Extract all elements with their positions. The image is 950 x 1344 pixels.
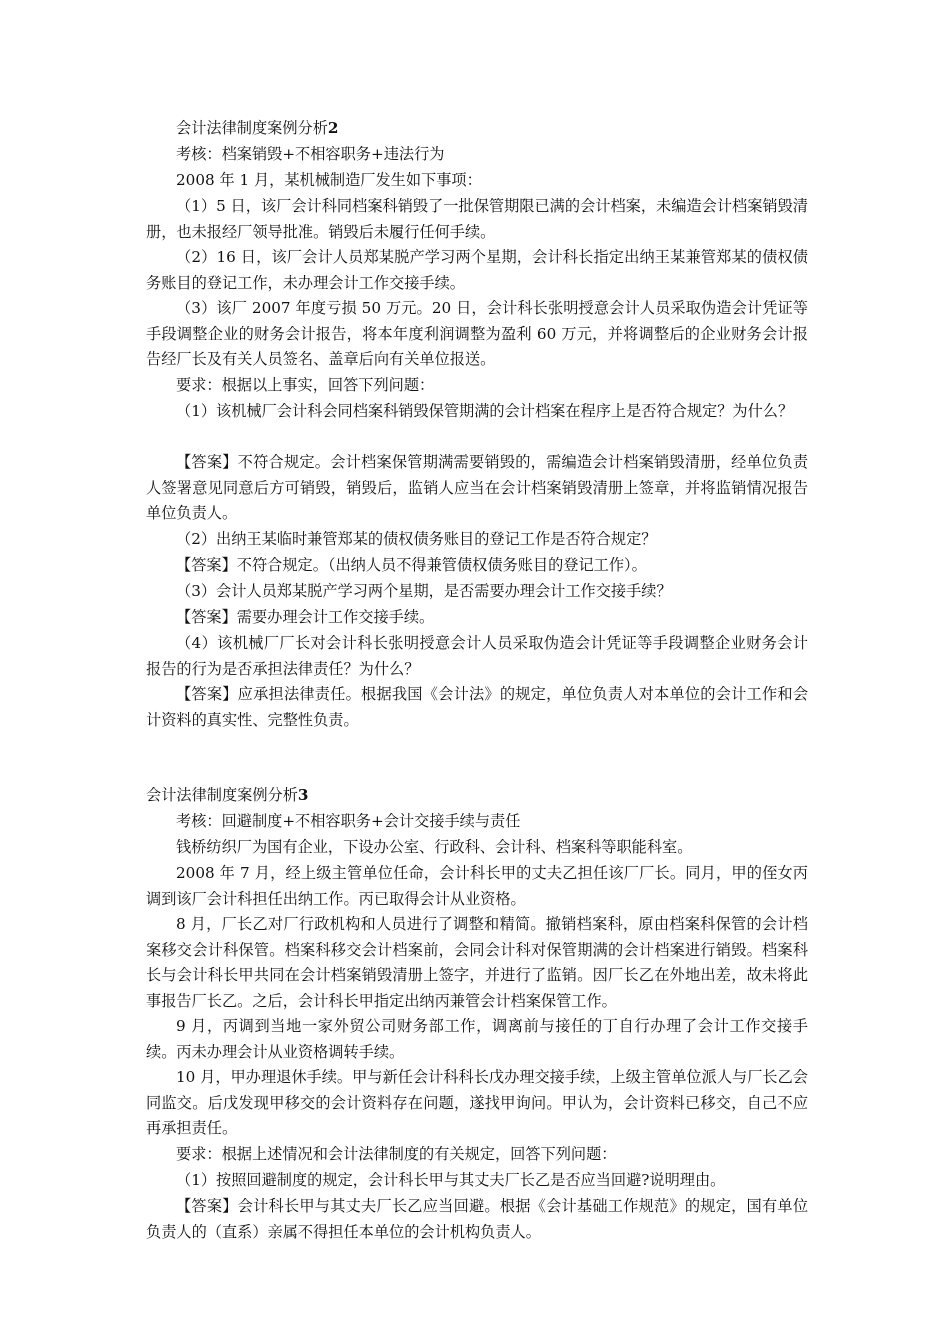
- case2-requirement: 要求：根据以上事实，回答下列问题：: [176, 376, 435, 394]
- case2-answer-1: 【答案】不符合规定。会计档案保管期满需要销毁的，需编造会计档案销毁清册，经单位负责人签署意见同意后方可销毁，销毁后，监销人应当在会计档案销毁清册上签章，并将监销情况报告单位负责人。: [146, 453, 808, 523]
- case3-requirement: 要求：根据上述情况和会计法律制度的有关规定，回答下列问题：: [176, 1145, 617, 1163]
- case2-question-4: （4）该机械厂厂长对会计科长张明授意会计人员采取伪造会计凭证等手段调整企业财务会计报告的行为是否承担法律责任？为什么？: [146, 634, 808, 678]
- case3-para-august: 8 月，厂长乙对厂行政机构和人员进行了调整和精简。撤销档案科，原由档案科保管的会计档案移交会计科保管。档案科移交会计档案前，会同会计科对保管期满的会计档案进行销毁。档案科长与会计科长甲共同在会计档案销毁清册上签字，并进行了监销。因厂长乙在外地出差，故未将此事报告厂长乙。之后，会计科长甲指定出纳丙兼管会计档案保管工作。: [146, 915, 808, 1010]
- case2-question-1: （1）该机械厂会计科会同档案科销毁保管期满的会计档案在程序上是否符合规定？为什么？: [176, 402, 794, 420]
- case2-answer-4: 【答案】应承担法律责任。根据我国《会计法》的规定，单位负责人对本单位的会计工作和会计资料的真实性、完整性负责。: [146, 685, 808, 729]
- case3-para-september: 9 月，丙调到当地一家外贸公司财务部工作，调离前与接任的丁自行办理了会计工作交接手续。丙未办理会计从业资格调转手续。: [146, 1017, 808, 1061]
- case2-answer-3: 【答案】需要办理会计工作交接手续。: [176, 608, 435, 626]
- case3-title: 会计法律制度案例分析3: [146, 786, 309, 804]
- case3-answer-1: 【答案】会计科长甲与其丈夫厂长乙应当回避。根据《会计基础工作规范》的规定，国有单位负责人的（直系）亲属不得担任本单位的会计机构负责人。: [146, 1197, 808, 1241]
- case2-question-3: （3）会计人员郑某脱产学习两个星期，是否需要办理会计工作交接手续？: [176, 582, 672, 600]
- case2-title-number: 2: [327, 119, 339, 137]
- case2-event-1: （1）5 日，该厂会计科同档案科销毁了一批保管期限已满的会计档案，未编造会计档案销毁清册，也未报经厂领导批准。销毁后未履行任何手续。: [146, 197, 808, 241]
- case2-intro: 2008 年 1 月，某机械制造厂发生如下事项：: [176, 171, 482, 189]
- case2-event-2: （2）16 日，该厂会计人员郑某脱产学习两个星期，会计科长指定出纳王某兼管郑某的债权债务账目的登记工作，未办理会计工作交接手续。: [146, 248, 808, 292]
- case2-answer-2: 【答案】不符合规定。（出纳人员不得兼管债权债务账目的登记工作）。: [176, 556, 647, 574]
- case3-intro: 钱桥纺织厂为国有企业，下设办公室、行政科、会计科、档案科等职能科室。: [176, 838, 693, 856]
- case2-question-2: （2）出纳王某临时兼管郑某的债权债务账目的登记工作是否符合规定？: [176, 530, 657, 548]
- case2-title: 会计法律制度案例分析2: [176, 119, 339, 137]
- case3-para-july: 2008 年 7 月，经上级主管单位任命，会计科长甲的丈夫乙担任该厂厂长。同月，甲的侄女丙调到该厂会计科担任出纳工作。丙已取得会计从业资格。: [146, 864, 808, 908]
- case3-exam-line: 考核：回避制度+不相容职务+会计交接手续与责任: [176, 812, 521, 830]
- case2-exam-line: 考核：档案销毁+不相容职务+违法行为: [176, 145, 445, 163]
- case2-event-3: （3）该厂 2007 年度亏损 50 万元。20 日，会计科长张明授意会计人员采取伪造会计凭证等手段调整企业的财务会计报告，将本年度利润调整为盈利 60 万元，并将调整后的企业财务会计报告经厂长及有关人员签名、盖章后向有关单位报送。: [146, 299, 808, 369]
- case3-title-number: 3: [297, 786, 309, 804]
- case3-para-october: 10 月，甲办理退休手续。甲与新任会计科科长戊办理交接手续，上级主管单位派人与厂长乙会同监交。后戊发现甲移交的会计资料存在问题，遂找甲询问。甲认为，会计资料已移交，自己不应再承担责任。: [146, 1068, 808, 1138]
- case3-question-1: （1）按照回避制度的规定，会计科长甲与其丈夫厂长乙是否应当回避?说明理由。: [176, 1171, 726, 1189]
